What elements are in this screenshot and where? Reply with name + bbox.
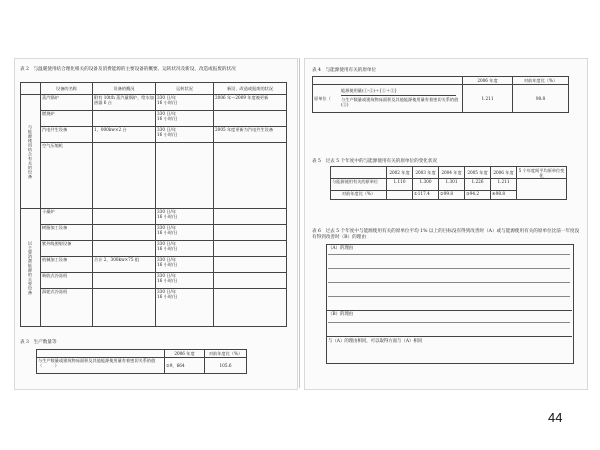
- table2-caption: 表 2 与温暖使用结合理化相关的设备及消费能源的主要设备的概要、运转状况及新设、改造或报废的状况: [20, 67, 236, 72]
- ruled-line: [328, 268, 570, 269]
- table4-formula-bottom: 与生产数量或建筑物床面积及其他能源使用量有着密切关系的值(②): [341, 97, 459, 107]
- table4-caption: 表 4 与能源使用有关的原单位: [312, 68, 377, 73]
- table2-header-change: 新设、改造或报废的状况: [214, 83, 287, 95]
- table-cell: 330 日/年 16 小时/日: [156, 111, 214, 127]
- table-cell: 330 日/年 16 小时/日: [156, 257, 214, 273]
- table4-header-ratio: 对前年度比（%）: [513, 77, 569, 85]
- table5-year: 2006 年度: [491, 167, 517, 179]
- table-cell: ①117.4: [413, 191, 439, 200]
- section-divider: [326, 336, 572, 337]
- table-cell: 空气压缩机: [41, 143, 93, 209]
- table-cell: 330 日/年 16 小时/日: [156, 273, 214, 289]
- table5-year: 2004 年度: [439, 167, 465, 179]
- table3-header-year: 2006 年度: [165, 350, 205, 358]
- table4-row-label: 原单位（: [314, 96, 331, 101]
- table5-year: 2003 年度: [413, 167, 439, 179]
- table-row: [21, 225, 287, 241]
- table-row: [21, 241, 287, 257]
- table6-box: [326, 244, 574, 364]
- table-cell: 330 日/年 16 小时/日: [156, 209, 214, 225]
- table-cell: 紫外线照射设备: [41, 241, 93, 257]
- table-cell: [214, 111, 287, 127]
- table2-group2-label: 以主要消费能源的主要设备: [21, 209, 41, 327]
- page-fold: [299, 58, 300, 388]
- table5-corner: [331, 167, 387, 179]
- table-cell: ④98.8: [491, 191, 517, 200]
- table-cell: 树脂加工设备: [41, 225, 93, 241]
- table3-ratio: 105.6: [205, 358, 247, 374]
- table2-header-desc: 设备的概况: [93, 83, 156, 95]
- table-cell: [93, 273, 156, 289]
- table-cell: 2005 年度更新为汽电共生设备: [214, 127, 287, 143]
- fraction-bar: [341, 95, 456, 96]
- table3-header-ratio: 对前年度比（%）: [205, 350, 247, 358]
- table-cell: 1.211: [491, 179, 517, 191]
- table3: [36, 349, 247, 374]
- table2-group1-label: 与能源使用结合有关的设备: [21, 95, 41, 209]
- table2-corner: [21, 83, 41, 95]
- table5-year: 2002 年度: [387, 167, 413, 179]
- table3-row-label: 与生产数量或建筑物床面积及其他能源使用量有着密切关系的值（ ）: [37, 358, 165, 374]
- table-cell: 1，000kw×2 台: [93, 127, 156, 143]
- table-cell: 涡轮式冷冻机: [41, 289, 93, 327]
- table-row: [21, 127, 287, 143]
- table3-corner: [37, 350, 165, 358]
- ruled-line: [328, 282, 570, 283]
- table-cell: 附有 10t/h 蒸汽量锅炉、给水加热器 6 台: [93, 95, 156, 111]
- table5-avg-cell: [517, 179, 567, 200]
- table-row: [313, 85, 569, 113]
- table5-row2-label: 对前年度比（%）: [331, 191, 387, 200]
- table-cell: 330 日/年 16 小时/日: [156, 127, 214, 143]
- table-row: [21, 289, 287, 327]
- table6-c-label: 与（A）的理由相同，可以取得方面与（A）相同: [328, 339, 423, 344]
- table3-caption: 表 3 生产数量等: [20, 340, 57, 345]
- table-cell: 蒸汽锅炉: [41, 95, 93, 111]
- table5-year: 2005 年度: [465, 167, 491, 179]
- table-cell: [93, 241, 156, 257]
- table6-caption: 表 6 过去 5 个年度中与能源使用有关的原单位平均 1% 以上的目标没有得到改善时（A）或与能源使用有关的原单位比前一年度没有得到改善时（B）的理由: [312, 229, 580, 240]
- table-row: [21, 273, 287, 289]
- table5: [330, 166, 567, 200]
- table-row: [21, 209, 287, 225]
- table4-row-label-cell: [313, 85, 463, 113]
- table-cell: 1.110: [387, 179, 413, 191]
- table-cell: [93, 289, 156, 327]
- table4-corner: [313, 77, 463, 85]
- table-cell: [156, 143, 214, 209]
- table2-header-op: 运转状况: [156, 83, 214, 95]
- table-row: [21, 143, 287, 209]
- table-cell: [214, 257, 287, 273]
- table-row: [37, 358, 247, 374]
- table-cell: 1.226: [465, 179, 491, 191]
- table-cell: 1.300: [413, 179, 439, 191]
- table-cell: [214, 241, 287, 257]
- table4-ratio: 98.8: [513, 85, 569, 113]
- table-cell: 干燥炉: [41, 209, 93, 225]
- table4-value: 1.211: [463, 85, 513, 113]
- table-cell: [93, 111, 156, 127]
- table-cell: 机械加工设备: [41, 257, 93, 273]
- table-cell: [214, 273, 287, 289]
- ruled-line: [328, 254, 570, 255]
- table-cell: 330 日/年 16 小时/日: [156, 95, 214, 111]
- table5-header-avg: 5 个年度间平均原单位变化: [517, 167, 567, 179]
- table-cell: ②99.8: [439, 191, 465, 200]
- table-cell: [214, 209, 287, 225]
- table-cell: 2006 年～2009 年度被更新: [214, 95, 287, 111]
- table-cell: [387, 191, 413, 200]
- table-cell: 330 日/年 16 小时/日: [156, 225, 214, 241]
- table5-caption: 表 5 过去 5 个年度中的与能源使用有关的原单位的变化状况: [312, 159, 438, 164]
- table6-a-label: （A）的理由: [328, 246, 354, 251]
- table-cell: [214, 225, 287, 241]
- table-cell: 汽电共生设备: [41, 127, 93, 143]
- table-cell: ③94.2: [465, 191, 491, 200]
- table-cell: 合计 2，300kw×75 组: [93, 257, 156, 273]
- table2: [20, 82, 287, 327]
- table-cell: [214, 289, 287, 327]
- table-cell: 1.301: [439, 179, 465, 191]
- table-row: [21, 111, 287, 127]
- page-number: 44: [548, 410, 563, 425]
- table-row: [21, 257, 287, 273]
- table-row: [21, 95, 287, 111]
- table4-formula-top: 能源使用量(①-②)＋{①＋②}: [341, 88, 398, 93]
- table-cell: [93, 225, 156, 241]
- table-cell: [93, 143, 156, 209]
- table6-b-label: （B）的理由: [328, 312, 354, 317]
- table2-header-name: 设备的名称: [41, 83, 93, 95]
- table-cell: [93, 209, 156, 225]
- ruled-line: [328, 322, 570, 323]
- table-cell: 330 日/年 16 小时/日: [156, 289, 214, 327]
- table4-header-year: 2006 年度: [463, 77, 513, 85]
- table4: [312, 76, 569, 113]
- ruled-line: [328, 296, 570, 297]
- table3-value: ②9，664: [165, 358, 205, 374]
- section-divider: [326, 310, 572, 311]
- table-cell: 330 日/年 16 小时/日: [156, 241, 214, 257]
- table-cell: [214, 143, 287, 209]
- table-cell: 吸收式冷冻机: [41, 273, 93, 289]
- table5-row1-label: 与能源使用有关的原单位: [331, 179, 387, 191]
- table-row: [331, 179, 567, 191]
- table-cell: 燃烧炉: [41, 111, 93, 127]
